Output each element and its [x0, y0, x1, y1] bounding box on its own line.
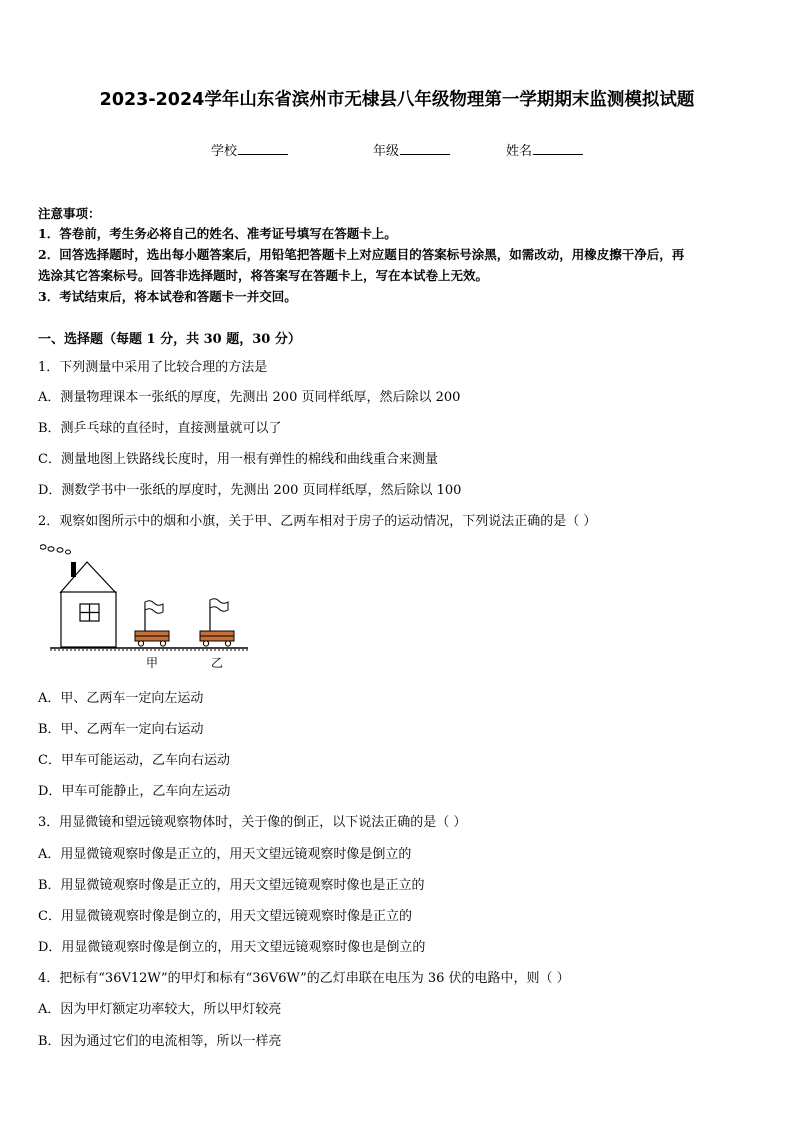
question-1-stem: 1．下列测量中采用了比较合理的方法是 [38, 360, 268, 375]
school-blank[interactable] [238, 142, 288, 155]
notice-item: 1．答卷前，考生务必将自己的姓名、准考证号填写在答题卡上。 [38, 226, 397, 241]
car-b-label: 乙 [211, 656, 224, 670]
grade-blank[interactable] [400, 142, 450, 155]
question-3-option-d: D．用显微镜观察时像是倒立的，用天文望远镜观察时像也是倒立的 [38, 940, 426, 955]
grade-label: 年级 [373, 144, 400, 159]
question-1-option-c: C．测量地图上铁路线长度时，用一根有弹性的棉线和曲线重合来测量 [38, 452, 438, 467]
question-1-option-a: A．测量物理课本一张纸的厚度，先测出 200 页同样纸厚，然后除以 200 [38, 390, 461, 405]
question-2-option-d: D．甲车可能静止，乙车向左运动 [38, 784, 231, 799]
car-a-label: 甲 [146, 656, 159, 670]
question-3-stem: 3．用显微镜和望远镜观察物体时，关于像的倒正，以下说法正确的是（ ） [38, 815, 467, 830]
name-label: 姓名 [506, 144, 533, 159]
notice-item: 3．考试结束后，将本试卷和答题卡一并交回。 [38, 289, 297, 304]
notice-heading: 注意事项： [38, 206, 101, 221]
question-1-option-b: B．测乒乓球的直径时，直接测量就可以了 [38, 421, 282, 436]
question-4-option-b: B．因为通过它们的电流相等，所以一样亮 [38, 1034, 282, 1049]
car-a [135, 601, 169, 646]
exam-title: 2023-2024学年山东省滨州市无棣县八年级物理第一学期期末监测模拟试题 [99, 90, 695, 110]
house-icon [60, 562, 116, 647]
question-4-option-a: A．因为甲灯额定功率较大，所以甲灯较亮 [38, 1002, 282, 1017]
question-1-option-d: D．测数学书中一张纸的厚度时，先测出 200 页同样纸厚，然后除以 100 [38, 483, 462, 498]
school-field [211, 140, 288, 159]
house-cars-figure [40, 538, 250, 677]
question-4-stem: 4．把标有“36V12W”的甲灯和标有“36V6W”的乙灯串联在电压为 36 伏的电路中，则（ ） [38, 971, 570, 986]
section-heading: 一、选择题（每题 1 分，共 30 题，30 分） [38, 332, 301, 347]
question-2-option-b: B．甲、乙两车一定向右运动 [38, 722, 204, 737]
ground-line [50, 648, 248, 650]
house-cars-diagram [40, 538, 250, 673]
smoke-icon [40, 545, 71, 554]
question-3-option-c: C．用显微镜观察时像是倒立的，用天文望远镜观察时像是正立的 [38, 909, 412, 924]
name-field [506, 140, 583, 159]
car-b [200, 599, 234, 646]
question-2-option-a: A．甲、乙两车一定向左运动 [38, 691, 204, 706]
question-2-stem: 2．观察如图所示中的烟和小旗，关于甲、乙两车相对于房子的运动情况，下列说法正确的是（ ） [38, 514, 597, 529]
school-label: 学校 [211, 144, 238, 159]
question-3-option-b: B．用显微镜观察时像是正立的，用天文望远镜观察时像也是正立的 [38, 878, 425, 893]
grade-field [373, 140, 450, 159]
question-3-option-a: A．用显微镜观察时像是正立的，用天文望远镜观察时像是倒立的 [38, 847, 412, 862]
name-blank[interactable] [533, 142, 583, 155]
notice-item: 2．回答选择题时，选出每小题答案后，用铅笔把答题卡上对应题目的答案标号涂黑，如需改动，用橡皮擦干净后，再 [38, 247, 685, 262]
question-2-option-c: C．甲车可能运动，乙车向右运动 [38, 753, 230, 768]
notice-item: 选涂其它答案标号。回答非选择题时，将答案写在答题卡上，写在本试卷上无效。 [38, 268, 489, 283]
